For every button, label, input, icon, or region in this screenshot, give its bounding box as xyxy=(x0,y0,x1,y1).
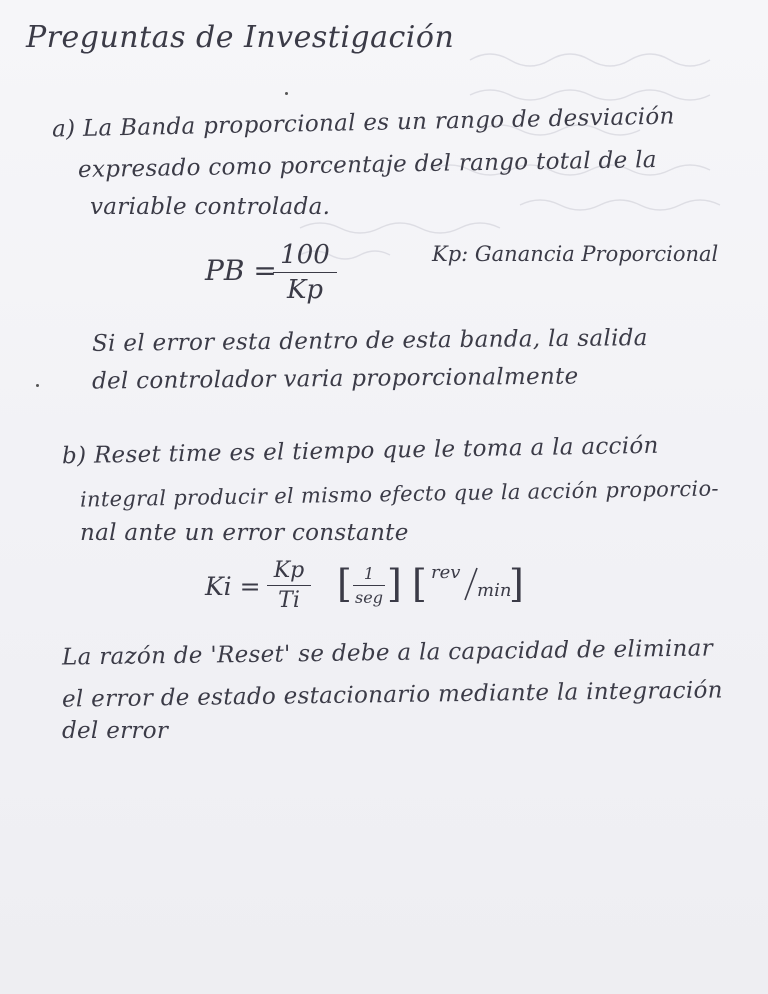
ink-dot xyxy=(285,92,288,95)
section-a-line-2: expresado como porcentaje del rango total de la xyxy=(77,146,657,184)
unit-1-denominator: seg xyxy=(355,588,383,607)
pb-fraction xyxy=(273,240,337,305)
ki-denominator: Ti xyxy=(278,588,300,613)
kp-definition: Kp: Ganancia Proporcional xyxy=(432,242,719,266)
page-title: Preguntas de Investigación xyxy=(26,20,455,55)
fraction-bar xyxy=(353,585,385,586)
unit-bracket-close: ] xyxy=(387,562,402,606)
section-a-after-line-1: Si el error esta dentro de esta banda, la salida xyxy=(91,325,648,357)
pb-numerator: 100 xyxy=(280,240,330,270)
unit-bracket-open: [ xyxy=(337,562,352,606)
section-b-after-line-1: La razón de 'Reset' se debe a la capacidad de eliminar xyxy=(61,635,714,671)
unit-2-denominator: min xyxy=(477,580,512,601)
unit-bracket-close: ] xyxy=(509,562,524,606)
ink-dot xyxy=(36,384,39,387)
unit-per-second xyxy=(353,564,385,607)
section-a-line-3: variable controlada. xyxy=(90,194,331,220)
pb-denominator: Kp xyxy=(286,275,324,305)
ki-numerator: Kp xyxy=(273,558,305,583)
section-b-line-2: integral producir el mismo efecto que la acción proporcio- xyxy=(79,476,720,512)
section-b-line-3: nal ante un error constante xyxy=(80,520,409,546)
fraction-bar xyxy=(267,585,311,586)
ki-fraction xyxy=(267,558,311,613)
section-a-after-line-2: del controlador varia proporcionalmente xyxy=(91,363,579,395)
unit-1-numerator: 1 xyxy=(363,564,375,583)
unit-bracket-open: [ xyxy=(412,562,427,606)
ki-formula-lhs: Ki = xyxy=(205,572,261,601)
unit-2-numerator: rev xyxy=(431,562,461,583)
fraction-bar xyxy=(273,272,337,273)
pb-formula-lhs: PB = xyxy=(205,254,277,287)
section-b-after-line-3: del error xyxy=(62,718,169,744)
section-b-line-1: b) Reset time es el tiempo que le toma a la acción xyxy=(61,432,659,470)
section-b-after-line-2: el error de estado estacionario mediante la integración xyxy=(61,677,723,713)
section-a-line-1: a) La Banda proporcional es un rango de desviación xyxy=(51,103,675,143)
